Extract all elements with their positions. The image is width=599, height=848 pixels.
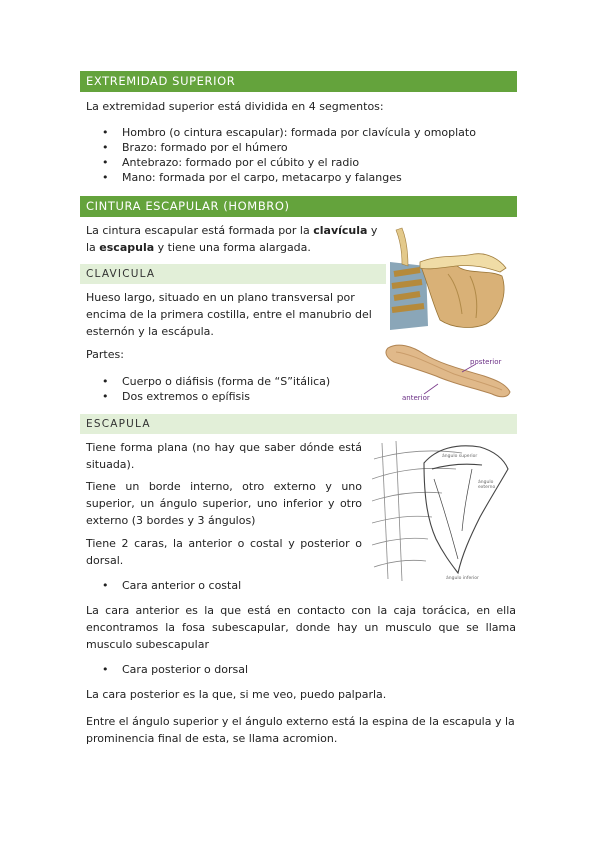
- svg-text:ángulo inferior: ángulo inferior: [446, 576, 479, 581]
- escapula-p2: Tiene un borde interno, otro externo y uno superior, un ángulo superior, uno inferior y otro externo (3 bordes y 3 ángulos): [86, 480, 362, 527]
- escapula-p1: Tiene forma plana (no hay que saber dónde está situada).: [86, 441, 362, 471]
- section-header-extremidad: EXTREMIDAD SUPERIOR: [80, 71, 517, 92]
- svg-text:externo: externo: [478, 485, 496, 490]
- escapula-list-2: [86, 662, 386, 677]
- clavicula-parts-list: [86, 374, 386, 404]
- section-header-cintura: CINTURA ESCAPULAR (HOMBRO): [80, 196, 517, 217]
- list-item: • Cara anterior o costal: [86, 578, 366, 593]
- clavicula-description: Hueso largo, situado en un plano transversal por encima de la primera costilla, entre el manubrio del esternón y la escápula.: [86, 291, 372, 338]
- list-item: • Mano: formada por el carpo, metacarpo y falanges: [86, 170, 516, 185]
- escapula-list-1: [86, 578, 366, 593]
- extremidad-intro: La extremidad superior está dividida en 4 segmentos:: [86, 100, 384, 113]
- figure-label-posterior: posterior: [470, 358, 502, 366]
- clavicle-illustration: [384, 340, 514, 408]
- list-item: • Brazo: formado por el húmero: [86, 140, 516, 155]
- list-item: • Cuerpo o diáfisis (forma de “S”itálica): [86, 374, 386, 389]
- svg-text:ángulo superior: ángulo superior: [442, 454, 478, 459]
- list-item: • Cara posterior o dorsal: [86, 662, 386, 677]
- escapula-p6: Entre el ángulo superior y el ángulo externo está la espina de la escapula y la prominencia final de esta, se llama acromion.: [86, 715, 515, 745]
- cintura-intro: La cintura escapular está formada por la clavícula y la escapula y tiene una forma alargada.: [86, 224, 378, 254]
- escapula-p3: Tiene 2 caras, la anterior o costal y posterior o dorsal.: [86, 537, 362, 567]
- list-item: • Antebrazo: formado por el cúbito y el radio: [86, 155, 516, 170]
- scapula-illustration: [372, 439, 514, 583]
- escapula-p4: La cara anterior es la que está en contacto con la caja torácica, en ella encontramos la fosa subescapular, donde hay un musculo que se llama musculo subescapular: [86, 604, 516, 651]
- shoulder-illustration: [390, 224, 512, 330]
- list-item: • Dos extremos o epífisis: [86, 389, 386, 404]
- extremidad-list: [86, 125, 516, 185]
- figure-label-anterior: anterior: [402, 394, 430, 402]
- subsection-header-clavicula: CLAVICULA: [80, 264, 386, 284]
- subsection-header-escapula: ESCAPULA: [80, 414, 517, 434]
- list-item: • Hombro (o cintura escapular): formada por clavícula y omoplato: [86, 125, 516, 140]
- escapula-p5: La cara posterior es la que, si me veo, puedo palparla.: [86, 688, 387, 701]
- partes-label: Partes:: [86, 348, 124, 361]
- svg-text:ángulo: ángulo: [478, 480, 494, 485]
